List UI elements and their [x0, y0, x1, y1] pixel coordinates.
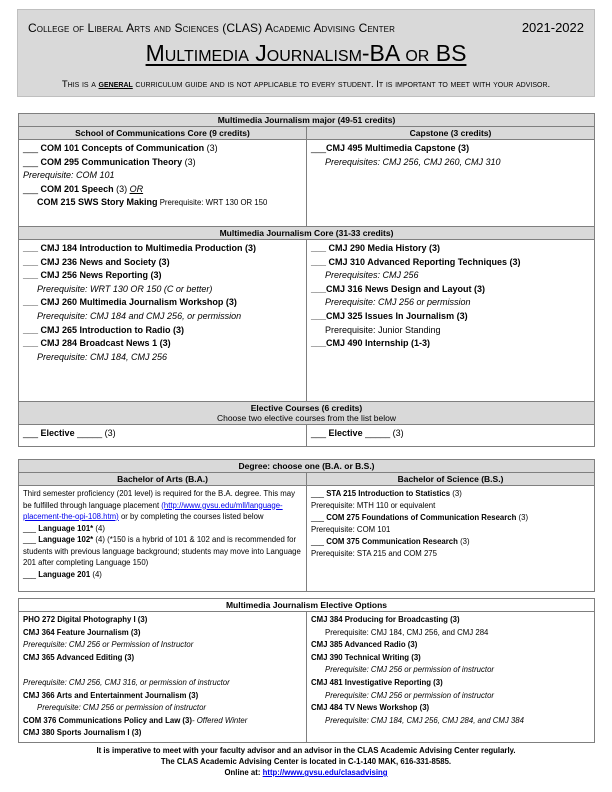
cmj325-prereq: Prerequisite: Junior Standing [325, 324, 441, 335]
language-placement-link[interactable]: (http://www.gvsu.edu/mll/language-placement-the-opi-108.htm) [23, 500, 283, 521]
cmj256-prereq: Prerequisite: WRT 130 OR 150 (C or better) [37, 283, 213, 294]
course-cmj384: CMJ 384 Producing for Broadcasting (3) [311, 615, 460, 624]
options-title: Multimedia Journalism Elective Options [19, 599, 595, 612]
cmj390-prereq: Prerequisite: CMJ 256 or permission of instructor [325, 665, 494, 675]
mm-core-right-list [307, 240, 595, 402]
cmj384-prereq: Prerequisite: CMJ 184, CMJ 256, and CMJ 284 [325, 627, 489, 637]
course-lang102: ___ Language 102* (4) (*150 is a hybrid of 101 & 102 and is recommended for students with previous language background; students may move into Language 201 after completing Language 150) [23, 535, 301, 567]
footer-advice: It is imperative to meet with your faculty advisor and an advisor in the CLAS Academic Advising Center regularly. [96, 746, 516, 755]
cmj365-prereq: Prerequisite: CMJ 256, CMJ 316, or permission of instructor [23, 677, 230, 687]
course-sta215: ___ STA 215 Introduction to Statistics (3) [311, 489, 462, 498]
com375-prereq: Prerequisite: STA 215 and COM 275 [311, 549, 437, 558]
course-cmj365: CMJ 365 Advanced Editing (3) [23, 652, 135, 662]
cmj495-prereq: Prerequisites: CMJ 256, CMJ 260, CMJ 310 [325, 156, 501, 167]
capstone-title: Capstone (3 credits) [307, 127, 595, 140]
course-cmj495: ___CMJ 495 Multimedia Capstone (3) [311, 143, 470, 153]
course-cmj236: ___ CMJ 236 News and Society (3) [23, 256, 170, 267]
cmj310-prereq: Prerequisites: CMJ 256 [325, 270, 419, 281]
advising-center-name: College of Liberal Arts and Sciences (CLAS) Academic Advising Center [28, 21, 395, 35]
elective-options-table [18, 598, 595, 743]
course-cmj364: CMJ 364 Feature Journalism (3) [23, 627, 141, 637]
cmj366-prereq: Prerequisite: CMJ 256 or permission of instructor [37, 703, 206, 713]
capstone-list [307, 140, 595, 227]
course-cmj265: ___ CMJ 265 Introduction to Radio (3) [23, 324, 185, 335]
course-cmj325: ___CMJ 325 Issues In Journalism (3) [311, 310, 468, 321]
course-com201: ___ COM 201 Speech (3) OR [23, 183, 144, 194]
degree-title: Degree: choose one (B.A. or B.S.) [19, 460, 595, 473]
clas-advising-link[interactable]: http://www.gvsu.edu/clasadvising [262, 768, 388, 777]
course-com275: ___ COM 275 Foundations of Communication Research (3) [311, 513, 529, 522]
course-cmj385: CMJ 385 Advanced Radio (3) [311, 640, 418, 650]
course-com376: COM 376 Communications Policy and Law (3)- Offered Winter [23, 715, 248, 725]
footer-location: The CLAS Academic Advising Center is located in C-1-140 MAK, 616-331-8585. [160, 757, 452, 766]
course-lang201: ___ Language 201 (4) [23, 569, 102, 579]
cmj484-prereq: Prerequisite: CMJ 184, CMJ 256, CMJ 284, and CMJ 384 [325, 715, 524, 725]
course-com375: ___ COM 375 Communication Research (3) [311, 537, 470, 546]
cmj316-prereq: Prerequisite: CMJ 256 or permission [325, 297, 471, 308]
course-cmj490: ___CMJ 490 Internship (1-3) [311, 338, 431, 349]
course-com215: COM 215 SWS Story Making Prerequisite: WRT 130 OR 150 [37, 197, 268, 208]
electives-header [19, 402, 595, 425]
page-header [17, 9, 595, 97]
course-cmj316: ___CMJ 316 News Design and Layout (3) [311, 283, 486, 294]
academic-year: 2021-2022 [521, 20, 584, 35]
course-cmj184: ___ CMJ 184 Introduction to Multimedia Production (3) [23, 243, 257, 253]
course-cmj390: CMJ 390 Technical Writing (3) [311, 652, 421, 662]
course-lang101: ___ Language 101* (4) [23, 523, 105, 533]
course-cmj310: ___ CMJ 310 Advanced Reporting Techniques (3) [311, 256, 521, 267]
communications-core-title: School of Communications Core (9 credits) [19, 127, 307, 140]
cmj481-prereq: Prerequisite: CMJ 256 or permission of instructor [325, 690, 494, 700]
major-title: Multimedia Journalism major (49-51 credits) [19, 114, 595, 127]
course-cmj484: CMJ 484 TV News Workshop (3) [311, 703, 430, 713]
page-footer [0, 745, 612, 778]
course-pho272: PHO 272 Digital Photography I (3) [23, 615, 148, 624]
options-left-list [19, 612, 307, 743]
course-cmj481: CMJ 481 Investigative Reporting (3) [311, 677, 443, 687]
elective-slot-2: ___ Elective _____ (3) [307, 425, 595, 447]
options-right-list [307, 612, 595, 743]
disclaimer-note: This is a general curriculum guide and is not applicable to every student. It is important to meet with your advisor. [61, 79, 551, 90]
cmj364-prereq: Prerequisite: CMJ 256 or Permission of Instructor [23, 640, 194, 650]
course-com101: ___ COM 101 Concepts of Communication (3) [23, 143, 218, 153]
mm-core-title: Multimedia Journalism Core (31-33 credits) [19, 227, 595, 240]
bs-title: Bachelor of Science (B.S.) [307, 473, 595, 486]
ba-description: Third semester proficiency (201 level) is required for the B.A. degree. This may be fulfilled through language placement (http://www.gvsu.edu/mll/language-placement-the-opi-108.htm) or by completing the courses listed below [23, 489, 295, 521]
course-cmj284: ___ CMJ 284 Broadcast News 1 (3) [23, 338, 171, 349]
mm-core-left-list [19, 240, 307, 402]
communications-core-list [19, 140, 307, 227]
ba-title: Bachelor of Arts (B.A.) [19, 473, 307, 486]
course-cmj380: CMJ 380 Sports Journalism I (3) [23, 728, 142, 738]
ba-requirements [19, 486, 307, 592]
cmj260-prereq: Prerequisite: CMJ 184 and CMJ 256, or permission [37, 310, 242, 321]
com275-prereq: Prerequisite: COM 101 [311, 525, 391, 534]
course-com295: ___ COM 295 Communication Theory (3) [23, 156, 196, 167]
bs-requirements [307, 486, 595, 592]
com295-prereq: Prerequisite: COM 101 [23, 170, 115, 181]
course-cmj290: ___ CMJ 290 Media History (3) [311, 243, 441, 253]
elective-slot-1: ___ Elective _____ (3) [19, 425, 307, 447]
page-title: Multimedia Journalism-BA or BS [145, 40, 467, 66]
electives-subtitle: Choose two elective courses from the list below [216, 413, 397, 423]
course-cmj256: ___ CMJ 256 News Reporting (3) [23, 270, 162, 281]
major-requirements-table [18, 113, 595, 447]
course-cmj366: CMJ 366 Arts and Entertainment Journalism (3) [23, 690, 199, 700]
cmj284-prereq: Prerequisite: CMJ 184, CMJ 256 [37, 351, 168, 362]
footer-online: Online at: http://www.gvsu.edu/clasadvising [224, 768, 388, 777]
degree-table [18, 459, 595, 592]
electives-title: Elective Courses (6 credits) [250, 403, 363, 413]
course-cmj260: ___ CMJ 260 Multimedia Journalism Workshop (3) [23, 297, 237, 308]
sta215-prereq: Prerequisite: MTH 110 or equivalent [311, 501, 436, 510]
